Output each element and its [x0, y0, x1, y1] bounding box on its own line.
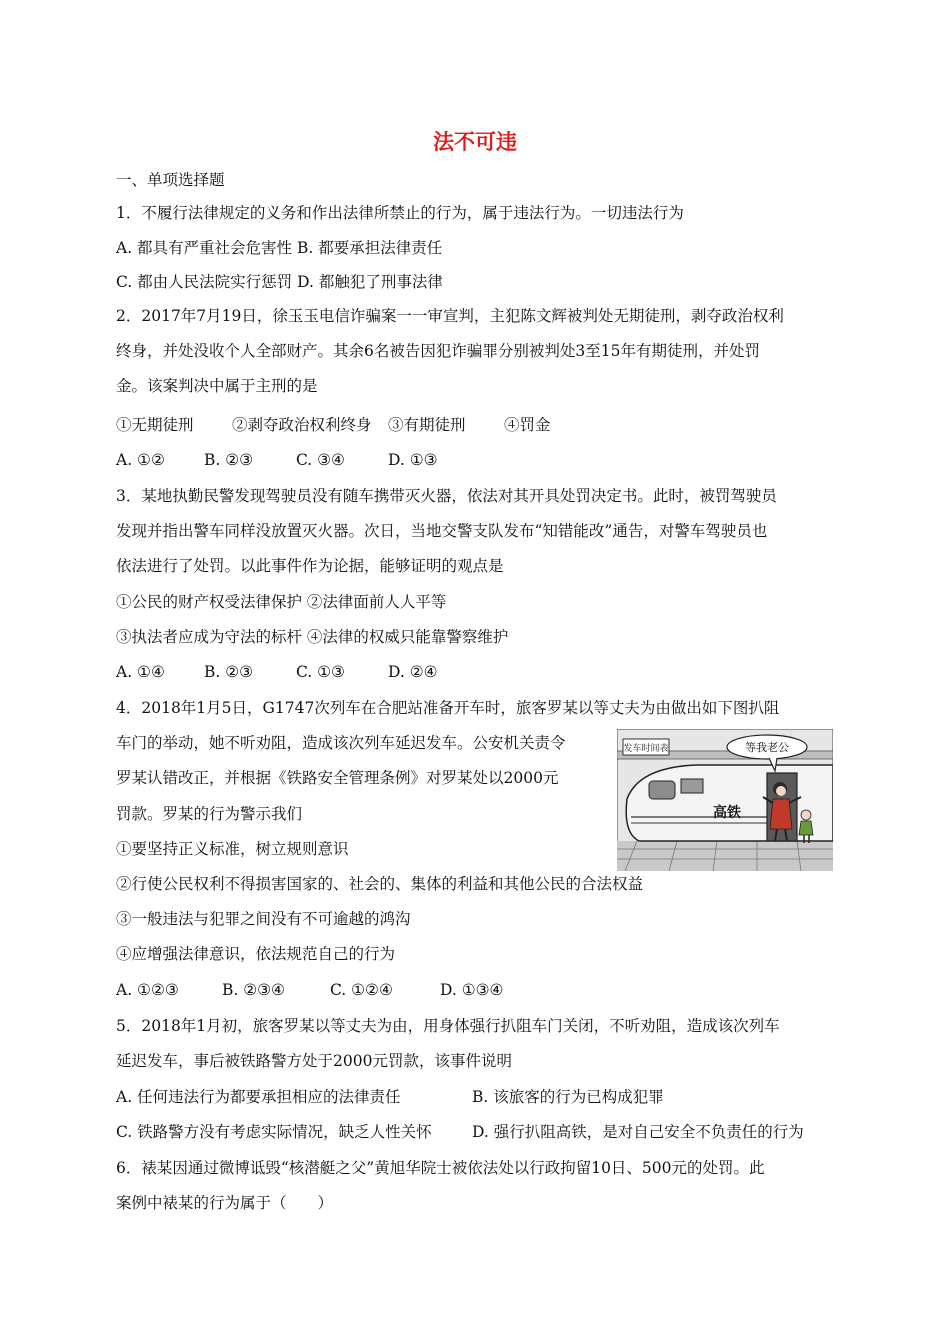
q3-item-line: ③执法者应成为守法的标杆 ④法律的权威只能靠警察维护 — [116, 628, 509, 646]
q3-choices — [116, 662, 438, 682]
q5-options-cd — [116, 1122, 804, 1142]
q3-choice-c: C. ①③ — [296, 663, 345, 681]
q4-choice-a: A. ①②③ — [116, 981, 179, 999]
q2-stem-line: 终身，并处没收个人全部财产。其余6名被告因犯诈骗罪分别被判处3至15年有期徒刑，并处罚 — [116, 342, 760, 360]
q4-stem-line: 车门的举动，她不听劝阻，造成该次列车延迟发车。公安机关责令 — [116, 734, 566, 752]
q5-stem-line: 5．2018年1月初，旅客罗某以等丈夫为由，用身体强行扒阻车门关闭，不听劝阻，造成该次列车 — [116, 1017, 780, 1035]
speech-bubble-text: 等我老公 — [745, 741, 789, 754]
q2-choice-a: A. ①② — [116, 451, 165, 469]
train-label-text: 高铁 — [713, 805, 741, 821]
q5-stem-line: 延迟发车，事后被铁路警方处于2000元罚款，该事件说明 — [116, 1052, 512, 1070]
q6-stem-line: 案例中裱某的行为属于（ ） — [116, 1194, 334, 1212]
q3-item-line: ①公民的财产权受法律保护 ②法律面前人人平等 — [116, 593, 447, 611]
section-heading: 一、单项选择题 — [116, 171, 225, 189]
q5-choice-a: A. 任何违法行为都要承担相应的法律责任 — [116, 1088, 401, 1106]
q4-stem-line: 4．2018年1月5日，G1747次列车在合肥站准备开车时，旅客罗某以等丈夫为由做出如下图扒阻 — [116, 699, 780, 717]
q2-choice-b: B. ②③ — [204, 451, 254, 469]
q4-choice-d: D. ①③④ — [440, 981, 504, 999]
q1-options-cd: C. 都由人民法院实行惩罚 D. 都触犯了刑事法律 — [116, 273, 443, 291]
q4-stem-line: 罗某认错改正，并根据《铁路安全管理条例》对罗某处以2000元 — [116, 769, 559, 787]
q6-stem-line: 6．裱某因通过微博诋毁“核潜艇之父”黄旭华院士被依法处以行政拘留10日、500元的处罚。此 — [116, 1159, 765, 1177]
q3-stem-line: 发现并指出警车同样没放置灭火器。次日，当地交警支队发布“知错能改”通告，对警车驾驶员也 — [116, 522, 768, 540]
q3-choice-d: D. ②④ — [388, 663, 438, 681]
q3-choice-a: A. ①④ — [116, 663, 165, 681]
q4-item-line: ④应增强法律意识，依法规范自己的行为 — [116, 945, 396, 963]
q4-choices — [116, 980, 503, 1000]
q2-choice-c: C. ③④ — [296, 451, 345, 469]
q5-choice-d: D. 强行扒阻高铁，是对自己安全不负责任的行为 — [472, 1123, 804, 1141]
q4-stem-line: 罚款。罗某的行为警示我们 — [116, 805, 303, 823]
q2-item: ②剥夺政治权利终身 — [232, 416, 372, 434]
q4-choice-b: B. ②③④ — [222, 981, 285, 999]
schedule-sign-text: 发车时间表 — [623, 744, 669, 754]
q5-choice-c: C. 铁路警方没有考虑实际情况，缺乏人性关怀 — [116, 1123, 432, 1141]
q4-choice-c: C. ①②④ — [330, 981, 393, 999]
q2-item: ③有期徒刑 — [388, 416, 466, 434]
q4-item-line: ①要坚持正义标准，树立规则意识 — [116, 840, 349, 858]
q4-item-line: ②行使公民权利不得损害国家的、社会的、集体的利益和其他公民的合法权益 — [116, 875, 644, 893]
q5-options-ab — [116, 1087, 664, 1107]
page-title: 法不可违 — [433, 130, 517, 154]
q2-choice-d: D. ①③ — [388, 451, 438, 469]
q3-stem-line: 3．某地执勤民警发现驾驶员没有随车携带灭火器，依法对其开具处罚决定书。此时，被罚驾驶员 — [116, 487, 777, 505]
q5-choice-b: B. 该旅客的行为已构成犯罪 — [472, 1088, 664, 1106]
q2-stem-line: 金。该案判决中属于主刑的是 — [116, 377, 318, 395]
train-door-cartoon — [617, 729, 833, 871]
q4-item-line: ③一般违法与犯罪之间没有不可逾越的鸿沟 — [116, 910, 411, 928]
q2-stem-line: 2．2017年7月19日，徐玉玉电信诈骗案一一审宣判，主犯陈文辉被判处无期徒刑，剥夺政治权利 — [116, 307, 784, 325]
q2-item: ①无期徒刑 — [116, 416, 194, 434]
q3-stem-line: 依法进行了处罚。以此事件作为论据，能够证明的观点是 — [116, 557, 504, 575]
q1-options-ab: A. 都具有严重社会危害性 B. 都要承担法律责任 — [116, 239, 443, 257]
q1-stem: 1．不履行法律规定的义务和作出法律所禁止的行为，属于违法行为。一切违法行为 — [116, 204, 684, 222]
q2-item: ④罚金 — [504, 416, 551, 434]
q3-choice-b: B. ②③ — [204, 663, 254, 681]
q2-choices — [116, 450, 438, 470]
q2-items — [116, 415, 551, 435]
